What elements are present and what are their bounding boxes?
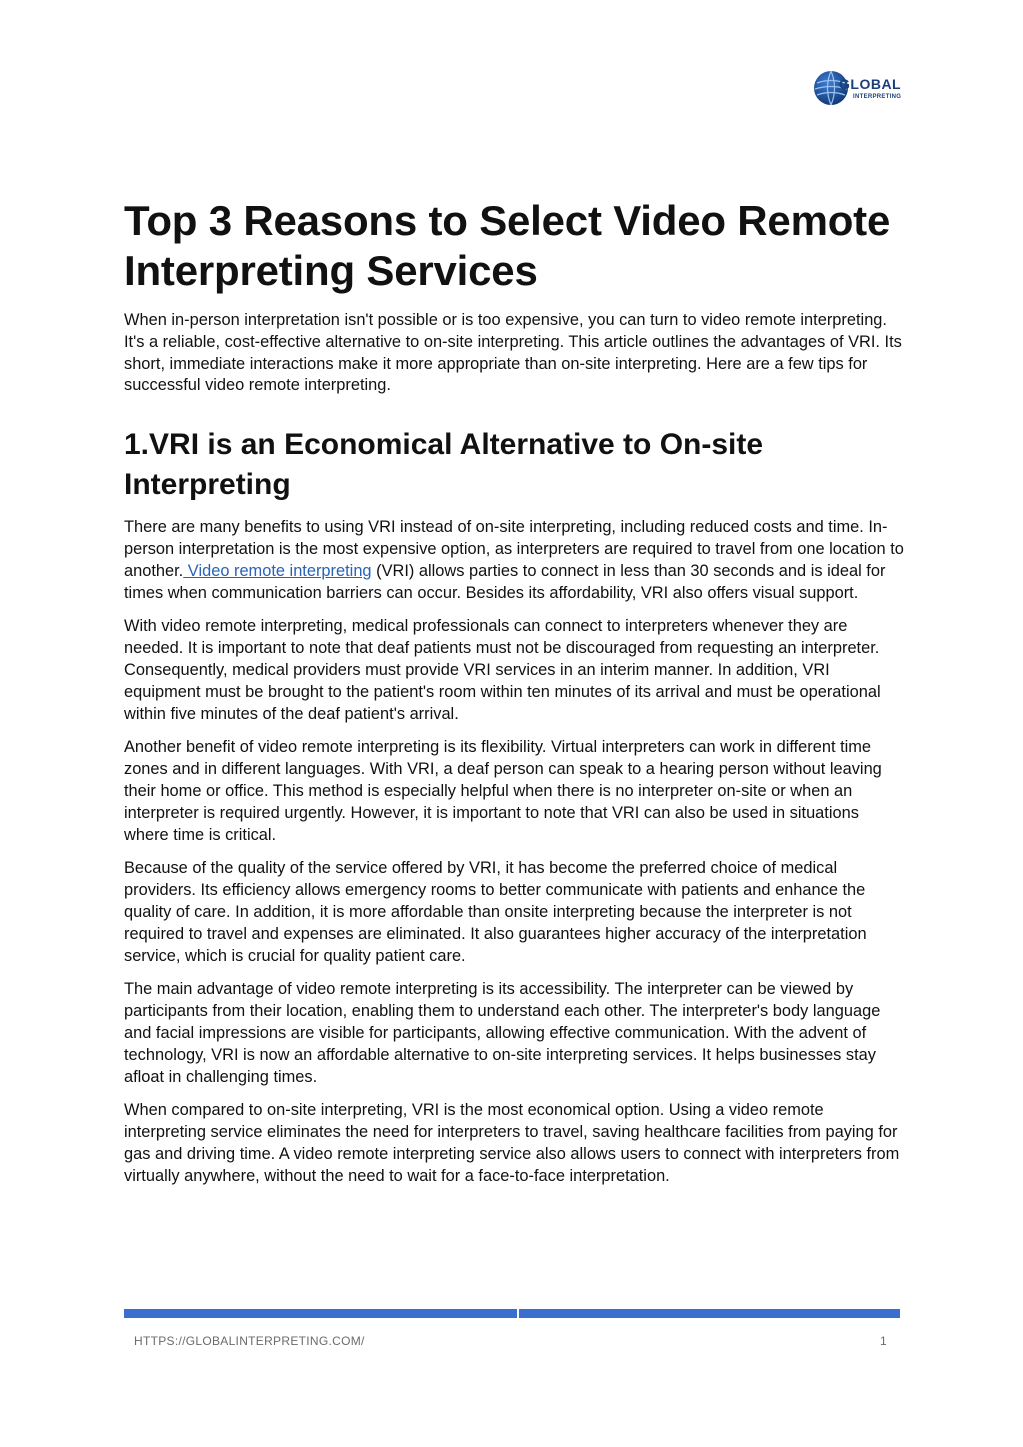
paragraph-text: (VRI) allows parties to connect in less than 30 seconds and is ideal for times when communication barriers can occur. Besides its affordability, VRI also offers visual support. xyxy=(124,561,886,602)
section-paragraph-2: With video remote interpreting, medical professionals can connect to interpreters whenever they are needed. It is important to note that deaf patients must not be discouraged from requesting an interpreter. Consequently, medical providers must provide VRI services in an interim manner. In addition, VRI equipment must be brought to the patient's room within ten minutes of its arrival and must be operational within five minutes of the deaf patient's arrival. xyxy=(124,617,881,723)
footer-bar-right xyxy=(519,1309,900,1318)
section-heading: 1.VRI is an Economical Alternative to On-site Interpreting xyxy=(124,428,764,502)
footer-bar-left xyxy=(124,1309,517,1318)
footer-divider xyxy=(124,1309,900,1318)
section-paragraph-5: The main advantage of video remote interpreting is its accessibility. The interpreter can be viewed by participants from their location, enabling them to understand each other. The interpreter's body language and facial impressions are visible for participants, allowing effective communication. With the advent of technology, VRI is now an affordable alternative to on-site interpreting services. It helps businesses stay afloat in challenging times. xyxy=(124,980,881,1086)
section-paragraph-6: When compared to on-site interpreting, VRI is the most economical option. Using a video remote interpreting service eliminates the need for interpreters to travel, saving healthcare facilities from paying for gas and driving time. A video remote interpreting service also allows users to connect with interpreters from virtually anywhere, without the need to wait for a face-to-face interpretation. xyxy=(124,1101,900,1185)
paragraph-text: There are many benefits to using VRI instead of on-site interpreting, including reduced costs and time. In-person interpretation is the most expensive option, as interpreters are required to travel from one location to another. xyxy=(124,518,904,580)
section-paragraph-1 xyxy=(124,517,904,604)
intro-paragraph: When in-person interpretation isn't possible or is too expensive, you can turn to video remote interpreting. It's a reliable, cost-effective alternative to on-site interpreting. This article outlines the advantages of VRI. Its short, immediate interactions make it more appropriate than on-site interpreting. Here are a few tips for successful video remote interpreting. xyxy=(124,311,902,395)
page-title: Top 3 Reasons to Select Video Remote Interpreting Services xyxy=(124,197,891,294)
video-remote-interpreting-link[interactable]: Video remote interpreting xyxy=(183,561,372,580)
section-paragraph-3: Another benefit of video remote interpreting is its flexibility. Virtual interpreters can work in different time zones and in different languages. With VRI, a deaf person can speak to a hearing person without leaving their home or office. This method is especially helpful when there is no interpreter on-site or when an interpreter is required urgently. However, it is important to note that VRI can also be used in situations where time is critical. xyxy=(124,738,882,844)
footer-url: HTTPS://GLOBALINTERPRETING.COM/ xyxy=(134,1334,365,1348)
logo-subtitle: INTERPRETING xyxy=(853,94,902,100)
page-number: 1 xyxy=(880,1334,887,1348)
logo-wordmark: GLOBAL xyxy=(839,76,902,92)
article-body xyxy=(124,196,904,1200)
brand-logo xyxy=(813,68,903,108)
section-paragraph-4: Because of the quality of the service offered by VRI, it has become the preferred choice of medical providers. Its efficiency allows emergency rooms to better communicate with patients and enhance the quality of care. In addition, it is more affordable than onsite interpreting because the interpreter is not required to travel and expenses are eliminated. It also guarantees higher accuracy of the interpretation service, which is crucial for quality patient care. xyxy=(124,859,867,965)
